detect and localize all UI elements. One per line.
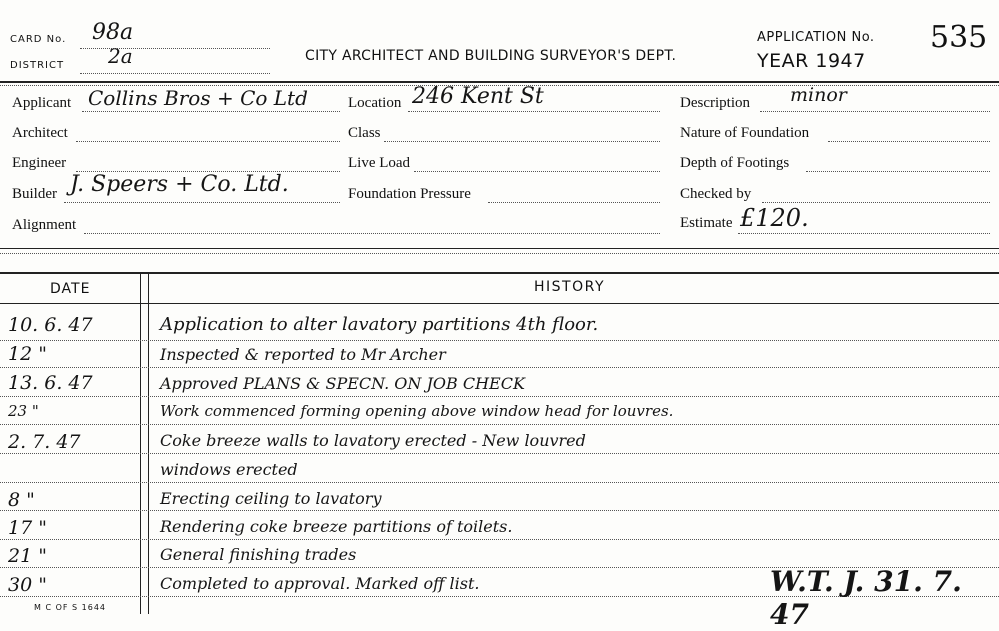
estimate-value: £120. [740, 204, 809, 232]
builder-value: J. Speers + Co. Ltd. [70, 172, 289, 197]
depth-line [806, 171, 990, 172]
description-line [760, 111, 990, 112]
alignment-label: Alignment [12, 217, 77, 233]
applicant-line [82, 111, 340, 112]
estimate-line [738, 233, 990, 234]
nature-line [828, 141, 990, 142]
fields-bottom-rule [0, 248, 999, 249]
nature-of-foundation-label: Nature of Foundation [680, 125, 810, 141]
row-1-date: 10. 6. 47 [8, 314, 93, 336]
row-10-history: Completed to approval. Marked off list. [160, 574, 480, 593]
row-9-history: General finishing trades [160, 545, 357, 564]
location-line [408, 111, 660, 112]
application-no-label: APPLICATION No. [757, 30, 875, 45]
depth-of-footings-label: Depth of Footings [680, 155, 790, 171]
date-header: DATE [50, 281, 91, 297]
district-value: 2a [108, 44, 133, 68]
live-load-label: Live Load [348, 155, 411, 171]
year-label: YEAR 1947 [757, 50, 866, 72]
header-bottom-rule [0, 303, 999, 304]
top-rule [0, 81, 999, 83]
form-code: M C OF S 1644 [34, 603, 106, 612]
builder-label: Builder [12, 186, 57, 202]
row-5-date: 2. 7. 47 [8, 431, 81, 453]
live-load-line [414, 171, 660, 172]
row-line-4 [0, 424, 999, 425]
row-3-date: 13. 6. 47 [8, 372, 93, 394]
description-value: minor [790, 84, 847, 106]
architect-line [76, 141, 340, 142]
row-line-6 [0, 482, 999, 483]
location-label: Location [348, 95, 402, 111]
row-2-history: Inspected & reported to Mr Archer [160, 345, 446, 364]
row-line-5 [0, 453, 999, 454]
row-10-date: 30 " [8, 574, 47, 596]
row-7-history: Erecting ceiling to lavatory [160, 489, 382, 508]
row-line-1 [0, 340, 999, 341]
description-label: Description [680, 95, 750, 111]
row-5-history: Coke breeze walls to lavatory erected - New louvred [160, 431, 586, 450]
applicant-value: Collins Bros + Co Ltd [88, 86, 308, 110]
row-line-2 [0, 367, 999, 368]
foundation-pressure-label: Foundation Pressure [348, 186, 471, 202]
history-header: HISTORY [534, 279, 605, 295]
estimate-label: Estimate [680, 215, 733, 231]
table-top-rule [0, 272, 999, 274]
row-8-history: Rendering coke breeze partitions of toilets. [160, 517, 513, 536]
location-value: 246 Kent St [412, 84, 544, 109]
row-8-date: 17 " [8, 517, 47, 539]
row-7-date: 8 " [8, 489, 35, 511]
row-4-date: 23 " [8, 402, 39, 420]
application-no-value: 535 [930, 20, 988, 55]
signature: W.T. J. 31. 7. 47 [770, 565, 962, 631]
row-line-8 [0, 539, 999, 540]
alignment-line [84, 233, 660, 234]
class-line [384, 141, 660, 142]
class-label: Class [348, 125, 381, 141]
foundation-pressure-line [488, 202, 660, 203]
builder-line [64, 202, 340, 203]
separator-dots [0, 253, 999, 254]
row-line-3 [0, 396, 999, 397]
row-6-history: windows erected [160, 460, 298, 479]
department-title: CITY ARCHITECT AND BUILDING SURVEYOR'S DEPT. [305, 48, 677, 64]
card-no-label: CARD No. [10, 34, 67, 45]
column-divider-1 [140, 274, 141, 614]
row-3-history: Approved PLANS & SPECN. ON JOB CHECK [160, 374, 525, 393]
row-1-history: Application to alter lavatory partitions 4th floor. [160, 314, 599, 335]
architect-label: Architect [12, 125, 68, 141]
row-line-7 [0, 510, 999, 511]
row-4-history: Work commenced forming opening above window head for louvres. [160, 402, 674, 420]
column-divider-2 [148, 274, 149, 614]
engineer-label: Engineer [12, 155, 67, 171]
card-no-value: 98a [92, 20, 134, 45]
district-label: DISTRICT [10, 60, 65, 71]
checked-by-label: Checked by [680, 186, 752, 202]
checked-by-line [762, 202, 990, 203]
row-2-date: 12 " [8, 343, 47, 365]
district-line [80, 73, 270, 74]
row-9-date: 21 " [8, 545, 47, 567]
applicant-label: Applicant [12, 95, 72, 111]
